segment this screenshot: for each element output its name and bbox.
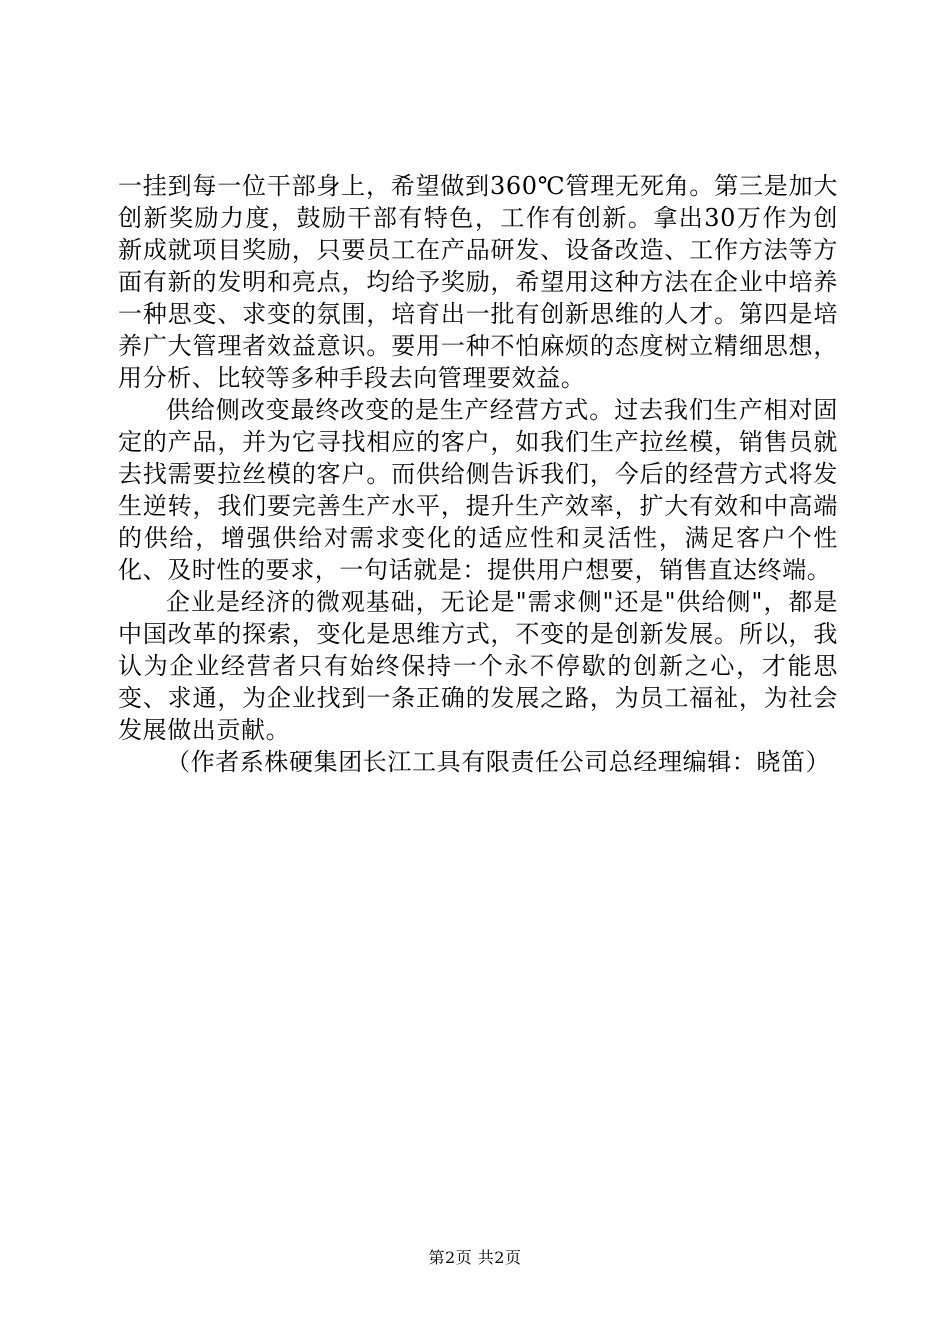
document-body — [118, 170, 838, 778]
author-note: （作者系株硬集团长江工具有限责任公司总经理编辑：晓笛） — [166, 748, 831, 776]
paragraph-1: 一挂到每一位干部身上，希望做到360℃管理无死角。第三是加大创新奖励力度，鼓励干部有特色，工作有创新。拿出30万作为创新成就项目奖励，只要员工在产品研发、设备改造、工作方法等方面有新的发明和亮点，均给予奖励，希望用这种方法在企业中培养一种思变、求变的氛围，培育出一批有创新思维的人才。第四是培养广大管理者效益意识。要用一种不怕麻烦的态度树立精细思想，用分析、比较等多种手段去向管理要效益。 — [118, 172, 838, 392]
paragraph-2: 供给侧改变最终改变的是生产经营方式。过去我们生产相对固定的产品，并为它寻找相应的客户，如我们生产拉丝模，销售员就去找需要拉丝模的客户。而供给侧告诉我们，今后的经营方式将发生逆转，我们要完善生产水平，提升生产效率，扩大有效和中高端的供给，增强供给对需求变化的适应性和灵活性，满足客户个性化、及时性的要求，一句话就是：提供用户想要，销售直达终端。 — [118, 396, 838, 584]
page-number-footer: 第2页 共2页 — [428, 1248, 522, 1267]
paragraph-3: 企业是经济的微观基础，无论是"需求侧"还是"供给侧"，都是中国改革的探索，变化是思维方式，不变的是创新发展。所以，我认为企业经营者只有始终保持一个永不停歇的创新之心，才能思变、求通，为企业找到一条正确的发展之路，为员工福祉，为社会发展做出贡献。 — [118, 588, 838, 744]
